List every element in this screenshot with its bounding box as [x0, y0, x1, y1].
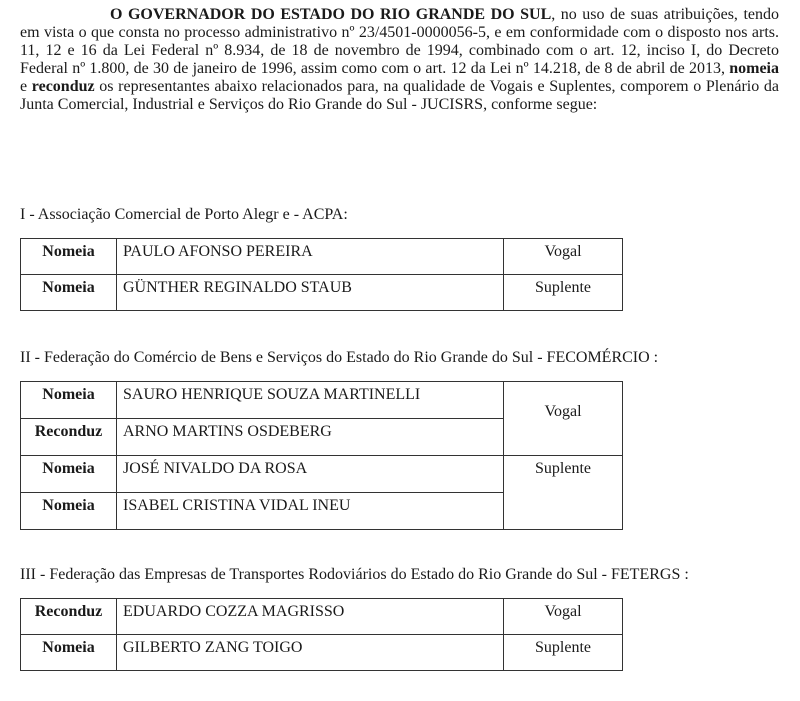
table-row: [21, 275, 623, 311]
action-cell: Nomeia: [21, 635, 117, 671]
section-title-fetergs: III - Federação das Empresas de Transportes Rodoviários do Estado do Rio Grande do Sul - FETERGS :: [20, 566, 689, 583]
governor-title: O GOVERNADOR DO ESTADO DO RIO GRANDE DO SUL: [110, 6, 552, 23]
section-title-fecomercio: II - Federação do Comércio de Bens e Serviços do Estado do Rio Grande do Sul - FECOMÉRCIO :: [20, 349, 659, 366]
name-cell: SAURO HENRIQUE SOUZA MARTINELLI: [117, 382, 504, 419]
name-cell: GILBERTO ZANG TOIGO: [117, 635, 504, 671]
table-row: [21, 599, 623, 635]
intro-connector: e: [20, 78, 32, 95]
table-fetergs: [20, 598, 623, 671]
table-acpa: [20, 238, 623, 311]
role-cell-vogal: Vogal: [504, 382, 623, 456]
action-cell: Reconduz: [21, 419, 117, 456]
action-cell: Reconduz: [21, 599, 117, 635]
role-cell: Vogal: [504, 239, 623, 275]
action-cell: Nomeia: [21, 456, 117, 493]
action-cell: Nomeia: [21, 382, 117, 419]
section-title-acpa: I - Associação Comercial de Porto Alegr e - ACPA:: [20, 206, 348, 223]
name-cell: ISABEL CRISTINA VIDAL INEU: [117, 493, 504, 530]
action-cell: Nomeia: [21, 239, 117, 275]
table-row: [21, 456, 623, 493]
intro-text-part2: os representantes abaixo relacionados para, na qualidade de Vogais e Suplentes, comporem o Plenário da Junta Comercial, Industrial e Serviços do Rio Grande do Sul - JUCISRS, conforme segue:: [20, 78, 779, 113]
table-fecomercio: [20, 381, 623, 530]
table-row: [21, 239, 623, 275]
intro-paragraph: [20, 6, 779, 114]
intro-text-part1: , no uso de suas atribuições, tendo em vista o que consta no processo administrativo nº 23/4501-0000056-5, e em conformidade com o disposto nos arts. 11, 12 e 16 da Lei Federal nº 8.934, de 18 de novembro de 1994, combinado com o art. 12, inciso I, do Decreto Federal nº 1.800, de 30 de janeiro de 1996, assim como com o art. 12 da Lei nº 14.218, de 8 de abril de 2013,: [20, 6, 780, 77]
name-cell: PAULO AFONSO PEREIRA: [117, 239, 504, 275]
table-row: [21, 635, 623, 671]
name-cell: GÜNTHER REGINALDO STAUB: [117, 275, 504, 311]
name-cell: EDUARDO COZZA MAGRISSO: [117, 599, 504, 635]
role-cell: Vogal: [504, 599, 623, 635]
nomeia-keyword: nomeia: [729, 60, 779, 77]
role-cell: Suplente: [504, 275, 623, 311]
role-cell-suplente: Suplente: [504, 456, 623, 530]
name-cell: JOSÉ NIVALDO DA ROSA: [117, 456, 504, 493]
table-row: [21, 382, 623, 419]
action-cell: Nomeia: [21, 275, 117, 311]
role-cell: Suplente: [504, 635, 623, 671]
reconduz-keyword: reconduz: [31, 78, 95, 95]
action-cell: Nomeia: [21, 493, 117, 530]
name-cell: ARNO MARTINS OSDEBERG: [117, 419, 504, 456]
